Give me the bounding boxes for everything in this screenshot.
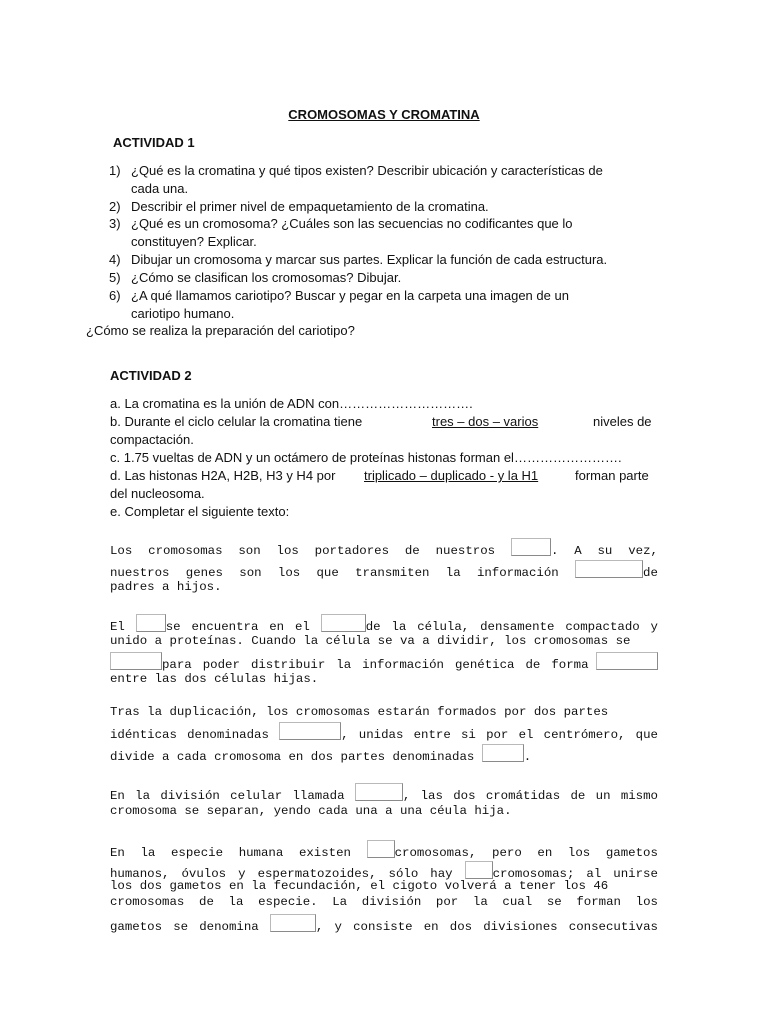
word: en: [269, 620, 285, 634]
word: En: [110, 846, 125, 860]
blank-input[interactable]: [596, 652, 658, 670]
word: mismo: [620, 789, 658, 803]
item-d: d. Las histonas H2A, H2B, H3 y H4 por: [110, 468, 336, 483]
word: se: [165, 620, 181, 634]
word: humanos,: [110, 867, 170, 881]
q1-text: ¿Qué es la cromatina y qué tipos existen? Describir ubicación y características de: [131, 163, 603, 178]
word: y: [238, 867, 246, 881]
word: la: [135, 789, 151, 803]
word: de: [199, 895, 214, 909]
item-b-end: niveles de: [593, 414, 652, 429]
extra-question: ¿Cómo se realiza la preparación del cariotipo?: [86, 323, 355, 338]
word: hay: [430, 867, 453, 881]
word: los: [276, 544, 299, 558]
word: sólo: [388, 867, 419, 881]
word: de: [643, 566, 658, 580]
item-a: a. La cromatina es la unión de ADN con………………………….: [110, 396, 473, 411]
fill-p5-line2: [110, 861, 658, 881]
item-d-cont: del nucleosoma.: [110, 486, 205, 501]
fill-p4-line2: cromosoma se separan, yendo cada una a una céula hija.: [110, 804, 512, 818]
q3-text-cont: constituyen? Explicar.: [131, 234, 257, 249]
item-e: e. Completar el siguiente texto:: [110, 504, 290, 519]
word: gametos: [110, 920, 163, 934]
word: y: [334, 920, 342, 934]
item-d-options: triplicado – duplicado - y la H1: [364, 468, 539, 483]
blank-input[interactable]: [321, 614, 366, 632]
word: la: [336, 658, 352, 672]
word: la: [445, 566, 461, 580]
blank-input[interactable]: [482, 744, 524, 762]
q4-text: Dibujar un cromosoma y marcar sus partes. Explicar la función de cada estructura.: [131, 252, 608, 267]
word: su: [597, 544, 613, 558]
word: nuestros: [435, 544, 496, 558]
fill-p2-line3: [110, 652, 658, 672]
word: óvulos: [181, 867, 227, 881]
blank-input[interactable]: [136, 614, 166, 632]
word: Los: [110, 544, 133, 558]
fill-p1-line3: padres a hijos.: [110, 580, 222, 594]
word: y: [650, 620, 658, 634]
word: división: [160, 789, 220, 803]
word: la: [472, 895, 488, 909]
fill-p3-line3: [110, 744, 531, 764]
blank-input[interactable]: [511, 538, 551, 556]
word: vez,: [628, 544, 658, 558]
q5-number: 5): [109, 270, 121, 285]
word: de: [404, 544, 420, 558]
word: idénticas: [110, 728, 177, 742]
fill-p2-line2: unido a proteínas. Cuando la célula se va a dividir, los cromosomas se: [110, 634, 631, 648]
word: cromosomas: [148, 544, 223, 558]
fill-p5-line5: [110, 914, 658, 934]
word: unirse: [613, 867, 658, 881]
word: el: [294, 620, 310, 634]
word: .: [550, 544, 559, 558]
fill-p1-line1: [110, 538, 658, 558]
word: encuentra: [191, 620, 259, 634]
word: cromosomas: [110, 895, 185, 909]
word: los: [277, 566, 301, 580]
word: de: [525, 658, 541, 672]
word: los: [635, 895, 658, 909]
item-b-cont: compactación.: [110, 432, 194, 447]
word: dos: [453, 789, 476, 803]
fill-p5-line3: los dos gametos en la fecundación, el cigoto volverá a tener los 46: [110, 879, 609, 893]
q6-text: ¿A qué llamamos cariotipo? Buscar y pegar en la carpeta una imagen de un: [131, 288, 569, 303]
word: célula,: [417, 620, 470, 634]
q2-text: Describir el primer nivel de empaquetamiento de la cromatina.: [131, 199, 489, 214]
word: se: [173, 920, 189, 934]
word: consiste: [353, 920, 413, 934]
word: compactado: [565, 620, 640, 634]
word: poder: [202, 658, 240, 672]
item-b-options: tres – dos – varios: [432, 414, 539, 429]
word: unidas: [358, 728, 404, 742]
word: en: [423, 920, 439, 934]
word: .: [523, 750, 532, 764]
fill-p2-line1: [110, 614, 658, 634]
blank-input[interactable]: [110, 652, 162, 670]
q1-text-cont: cada una.: [131, 181, 189, 196]
word: forman: [576, 895, 621, 909]
word: división: [361, 895, 422, 909]
word: ,: [402, 789, 411, 803]
fill-p3-line1: Tras la duplicación, los cromosomas estarán formados por dos partes: [110, 705, 609, 719]
activity-1-heading: ACTIVIDAD 1: [113, 135, 195, 150]
word: portadores: [314, 544, 390, 558]
word: los: [567, 846, 591, 860]
word: la: [391, 620, 407, 634]
word: distribuir: [250, 658, 326, 672]
word: se: [546, 895, 562, 909]
word: centrómero,: [543, 728, 626, 742]
blank-input[interactable]: [367, 840, 395, 858]
q3-text: ¿Qué es un cromosoma? ¿Cuáles son las secuencias no codificantes que lo: [131, 216, 573, 231]
word: llamada: [292, 789, 345, 803]
word: ,: [315, 920, 324, 934]
word: dos: [449, 920, 473, 934]
word: genética: [454, 658, 515, 672]
word: nuestros: [110, 566, 170, 580]
word: cromátidas: [485, 789, 561, 803]
word: que: [316, 566, 339, 580]
word: El: [110, 620, 125, 634]
word: forma: [551, 658, 589, 672]
activity-2-heading: ACTIVIDAD 2: [110, 368, 192, 383]
word: especie: [171, 846, 224, 860]
word: por: [486, 728, 509, 742]
word: el: [518, 728, 534, 742]
word: información: [476, 566, 559, 580]
word: gametos: [605, 846, 658, 860]
word: son: [239, 566, 262, 580]
blank-input[interactable]: [270, 914, 316, 932]
fill-p2-line4: entre las dos células hijas.: [110, 672, 319, 686]
word: de: [365, 620, 381, 634]
q6-number: 6): [109, 288, 121, 303]
q5-text: ¿Cómo se clasifican los cromosomas? Dibujar.: [131, 270, 402, 285]
blank-input[interactable]: [355, 783, 403, 801]
item-b: b. Durante el ciclo celular la cromatina tiene: [110, 414, 363, 429]
fill-p4-line1: [110, 783, 658, 803]
q3-number: 3): [109, 216, 121, 231]
word: especie.: [258, 895, 318, 909]
word: que: [635, 728, 658, 742]
q2-number: 2): [109, 199, 121, 214]
fill-p3-line2: [110, 722, 658, 742]
word: de: [570, 789, 586, 803]
q1-number: 1): [109, 163, 121, 178]
word: divide a cada cromosoma en dos partes denominadas: [110, 750, 475, 764]
word: pero: [492, 846, 522, 860]
word: consecutivas: [568, 920, 658, 934]
word: transmiten: [355, 566, 430, 580]
word: la: [140, 846, 156, 860]
fill-p5-line4: [110, 895, 658, 909]
word: celular: [230, 789, 283, 803]
word: espermatozoides,: [257, 867, 377, 881]
q4-number: 4): [109, 252, 121, 267]
word: son: [238, 544, 261, 558]
word: en: [537, 846, 553, 860]
item-c: c. 1.75 vueltas de ADN y un octámero de proteínas histonas forman el…………………….: [110, 450, 622, 465]
blank-input[interactable]: [575, 560, 643, 578]
word: La: [332, 895, 348, 909]
word: información: [362, 658, 444, 672]
word: densamente: [480, 620, 555, 634]
word: las: [420, 789, 443, 803]
word: para: [162, 658, 192, 672]
word: si: [460, 728, 476, 742]
word: divisiones: [483, 920, 558, 934]
item-d-end: forman parte: [575, 468, 649, 483]
blank-input[interactable]: [279, 722, 341, 740]
word: por: [435, 895, 459, 909]
fill-p5-line1: [110, 840, 658, 860]
word: A: [574, 544, 582, 558]
word: denomina: [199, 920, 259, 934]
word: un: [595, 789, 611, 803]
word: denominadas: [187, 728, 269, 742]
blank-input[interactable]: [465, 861, 493, 879]
word: cromosomas,: [394, 846, 477, 860]
word: cual: [502, 895, 533, 909]
word: al: [586, 867, 602, 881]
page-title: CROMOSOMAS Y CROMATINA: [288, 107, 480, 122]
word: humana: [238, 846, 284, 860]
word: la: [228, 895, 244, 909]
word: entre: [413, 728, 451, 742]
word: En: [110, 789, 125, 803]
word: ,: [341, 728, 349, 742]
fill-p1-line2: [110, 560, 658, 580]
q6-text-cont: cariotipo humano.: [131, 306, 235, 321]
word: genes: [185, 566, 223, 580]
word: cromosomas;: [492, 867, 575, 881]
word: existen: [298, 846, 351, 860]
